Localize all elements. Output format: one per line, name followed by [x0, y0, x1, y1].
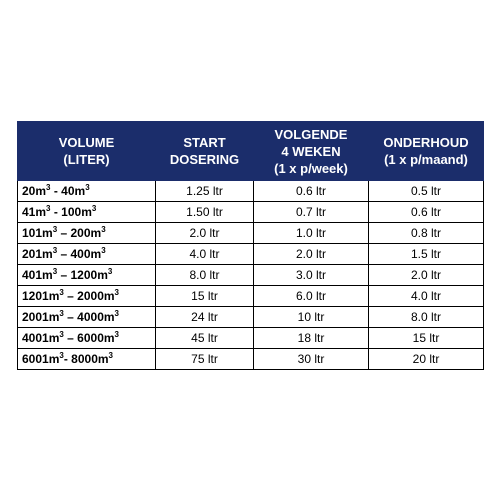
range-exponent-from: 3: [59, 330, 64, 339]
range-separator: -: [63, 352, 72, 366]
range-unit-from: m: [48, 310, 60, 324]
range-from: 101: [22, 226, 43, 240]
volume-range-cell: [18, 244, 156, 265]
range-unit-to: m: [74, 184, 86, 198]
range-unit-from: m: [48, 289, 60, 303]
weekly-dose-cell: 0.6 ltr: [254, 181, 369, 202]
header-volume-line-1: VOLUME: [58, 135, 115, 150]
header-volume: [18, 122, 156, 181]
table-row: [18, 349, 484, 370]
header-start-dosering: [156, 122, 254, 181]
monthly-dose-cell: 0.5 ltr: [369, 181, 484, 202]
table-row: [18, 181, 484, 202]
range-to: 400: [70, 247, 91, 261]
header-start-line-1: START: [183, 135, 226, 150]
weekly-dose-cell: 3.0 ltr: [254, 265, 369, 286]
range-unit-to: m: [90, 226, 102, 240]
header-volume-line-2: (LITER): [63, 152, 110, 167]
range-unit-from: m: [42, 247, 53, 261]
start-dose-cell: 1.50 ltr: [156, 202, 254, 223]
range-from: 6001: [22, 352, 49, 366]
range-unit-to: m: [103, 331, 115, 345]
header-row: [18, 122, 484, 181]
range-exponent-from: 3: [46, 183, 51, 192]
volume-range-cell: [18, 349, 156, 370]
weekly-dose-cell: 2.0 ltr: [254, 244, 369, 265]
range-exponent-to: 3: [114, 288, 119, 297]
start-dose-cell: 8.0 ltr: [156, 265, 254, 286]
range-to: 200: [70, 226, 91, 240]
range-unit-from: m: [42, 226, 53, 240]
header-onderhoud-line-1: ONDERHOUD: [383, 135, 469, 150]
start-dose-cell: 24 ltr: [156, 307, 254, 328]
start-dose-cell: 45 ltr: [156, 328, 254, 349]
header-volgende-line-3: (1 x p/week): [274, 160, 348, 176]
range-exponent-to: 3: [108, 351, 113, 360]
header-volgende-line-1: VOLGENDE: [274, 126, 348, 142]
range-exponent-from: 3: [52, 267, 58, 276]
range-from: 20: [22, 184, 36, 198]
range-from: 2001: [22, 310, 49, 324]
volume-range-cell: [18, 223, 156, 244]
monthly-dose-cell: 2.0 ltr: [369, 265, 484, 286]
range-to: 6000: [77, 331, 104, 345]
header-onderhoud-line-2: (1 x p/maand): [384, 152, 468, 167]
table-row: [18, 244, 484, 265]
start-dose-cell: 75 ltr: [156, 349, 254, 370]
range-separator: –: [57, 247, 71, 261]
table-row: [18, 328, 484, 349]
weekly-dose-cell: 10 ltr: [254, 307, 369, 328]
range-unit-from: m: [48, 331, 60, 345]
range-separator: –: [63, 331, 78, 345]
range-exponent-from: 3: [59, 288, 64, 297]
range-to: 40: [61, 184, 75, 198]
volume-range-cell: [18, 265, 156, 286]
monthly-dose-cell: 4.0 ltr: [369, 286, 484, 307]
range-from: 4001: [22, 331, 49, 345]
range-separator: –: [63, 289, 78, 303]
header-start-line-2: DOSERING: [169, 152, 240, 167]
range-exponent-to: 3: [85, 183, 90, 192]
start-dose-cell: 1.25 ltr: [156, 181, 254, 202]
start-dose-cell: 15 ltr: [156, 286, 254, 307]
range-separator: –: [57, 226, 71, 240]
monthly-dose-cell: 0.6 ltr: [369, 202, 484, 223]
range-unit-to: m: [97, 352, 109, 366]
monthly-dose-cell: 20 ltr: [369, 349, 484, 370]
dosing-table: [17, 121, 484, 370]
range-exponent-to: 3: [107, 267, 113, 276]
range-to: 1200: [70, 268, 98, 282]
monthly-dose-cell: 0.8 ltr: [369, 223, 484, 244]
range-exponent-to: 3: [101, 246, 106, 255]
volume-range-cell: [18, 202, 156, 223]
table-row: [18, 265, 484, 286]
range-separator: –: [57, 268, 71, 282]
range-from: 1201: [22, 289, 49, 303]
range-exponent-to: 3: [101, 225, 106, 234]
volume-range-cell: [18, 286, 156, 307]
header-onderhoud: [369, 122, 484, 181]
range-unit-to: m: [103, 310, 115, 324]
range-exponent-from: 3: [46, 204, 51, 213]
range-unit-from: m: [42, 268, 53, 282]
range-exponent-from: 3: [52, 246, 58, 255]
range-exponent-from: 3: [59, 351, 64, 360]
monthly-dose-cell: 1.5 ltr: [369, 244, 484, 265]
table-row: [18, 286, 484, 307]
weekly-dose-cell: 18 ltr: [254, 328, 369, 349]
range-unit-to: m: [90, 247, 102, 261]
range-separator: -: [50, 205, 62, 219]
range-to: 100: [61, 205, 82, 219]
table-row: [18, 307, 484, 328]
range-exponent-from: 3: [59, 309, 64, 318]
monthly-dose-cell: 15 ltr: [369, 328, 484, 349]
range-unit-to: m: [103, 289, 115, 303]
range-exponent-from: 3: [52, 225, 58, 234]
range-unit-from: m: [35, 184, 47, 198]
range-exponent-to: 3: [114, 330, 119, 339]
range-unit-from: m: [48, 352, 60, 366]
range-from: 401: [22, 268, 43, 282]
table-row: [18, 202, 484, 223]
volume-range-cell: [18, 181, 156, 202]
range-from: 41: [22, 205, 36, 219]
volume-range-cell: [18, 307, 156, 328]
range-to: 2000: [77, 289, 104, 303]
range-unit-to: m: [97, 268, 108, 282]
start-dose-cell: 4.0 ltr: [156, 244, 254, 265]
range-separator: –: [63, 310, 78, 324]
weekly-dose-cell: 6.0 ltr: [254, 286, 369, 307]
range-separator: -: [50, 184, 62, 198]
range-exponent-to: 3: [114, 309, 119, 318]
range-unit-from: m: [35, 205, 47, 219]
monthly-dose-cell: 8.0 ltr: [369, 307, 484, 328]
range-unit-to: m: [81, 205, 92, 219]
weekly-dose-cell: 1.0 ltr: [254, 223, 369, 244]
range-from: 201: [22, 247, 43, 261]
weekly-dose-cell: 30 ltr: [254, 349, 369, 370]
range-to: 4000: [77, 310, 104, 324]
start-dose-cell: 2.0 ltr: [156, 223, 254, 244]
volume-range-cell: [18, 328, 156, 349]
range-to: 8000: [71, 352, 98, 366]
range-exponent-to: 3: [91, 204, 97, 213]
weekly-dose-cell: 0.7 ltr: [254, 202, 369, 223]
header-volgende-4-weken: [254, 122, 369, 181]
table-row: [18, 223, 484, 244]
table-body: [18, 181, 484, 370]
header-volgende-line-2: 4 WEKEN: [281, 143, 341, 159]
